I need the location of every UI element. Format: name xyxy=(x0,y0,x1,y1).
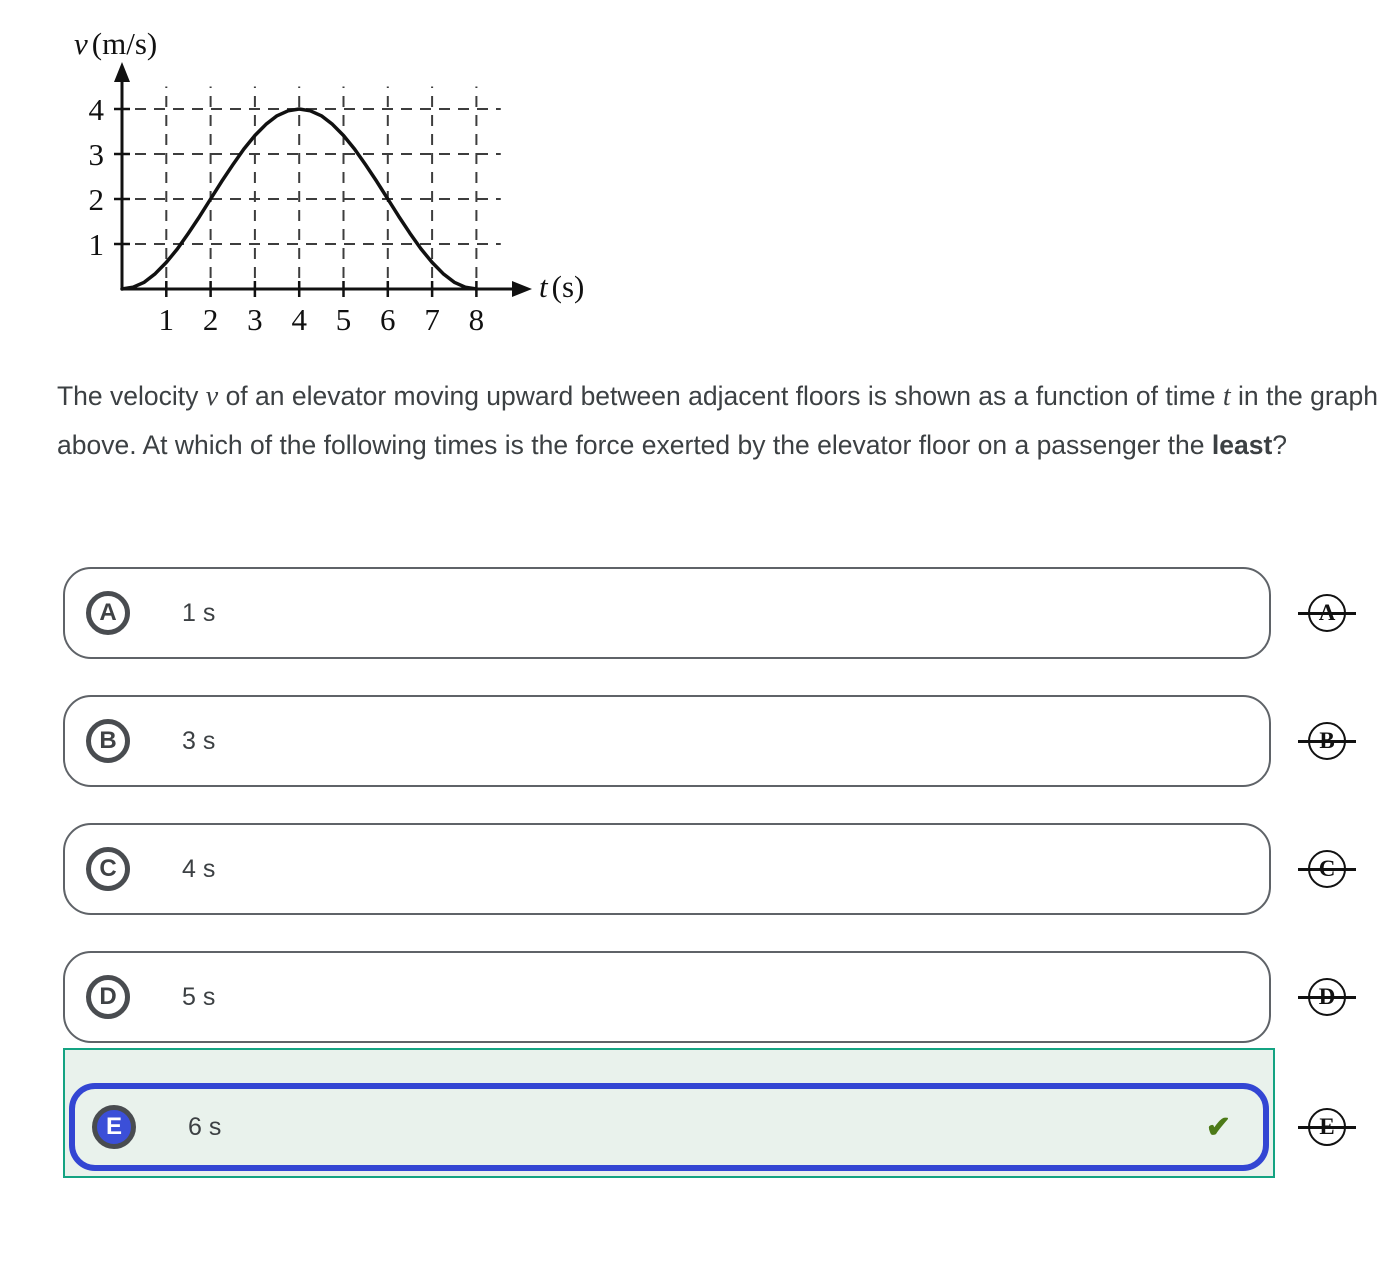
option-a-badge: A xyxy=(86,591,130,635)
x-axis-label: t (s) xyxy=(539,269,585,304)
strike-circle: E xyxy=(1308,1108,1346,1146)
svg-text:2: 2 xyxy=(202,302,219,337)
option-row-b xyxy=(63,695,1356,787)
strike-circle: B xyxy=(1308,722,1346,760)
svg-text:3: 3 xyxy=(88,137,104,172)
svg-text:6: 6 xyxy=(380,302,396,337)
answer-options xyxy=(63,567,1356,1178)
strike-option-a-icon[interactable] xyxy=(1298,593,1356,633)
svg-text:4: 4 xyxy=(88,92,104,127)
svg-text:1: 1 xyxy=(158,302,175,337)
option-e-badge: E xyxy=(92,1105,136,1149)
option-row-e xyxy=(63,1048,1356,1178)
option-row-a xyxy=(63,567,1356,659)
correct-check-icon: ✔ xyxy=(1205,1110,1231,1144)
option-c[interactable] xyxy=(63,823,1271,915)
strike-circle: A xyxy=(1308,594,1346,632)
option-a[interactable] xyxy=(63,567,1271,659)
svg-text:8: 8 xyxy=(468,302,485,337)
svg-text:3: 3 xyxy=(247,302,263,337)
option-b[interactable] xyxy=(63,695,1271,787)
svg-text:1: 1 xyxy=(88,227,104,262)
strike-option-d-icon[interactable] xyxy=(1298,977,1356,1017)
strike-option-c-icon[interactable] xyxy=(1298,849,1356,889)
option-e-selected-outline xyxy=(63,1048,1275,1178)
option-d[interactable] xyxy=(63,951,1271,1043)
svg-text:5: 5 xyxy=(335,302,352,337)
strike-circle: D xyxy=(1308,978,1346,1016)
svg-text:7: 7 xyxy=(424,302,440,337)
y-axis-label: v (m/s) xyxy=(74,26,158,61)
svg-text:2: 2 xyxy=(88,182,104,217)
strike-option-e-icon[interactable] xyxy=(1298,1107,1356,1147)
option-b-badge: B xyxy=(86,719,130,763)
option-c-badge: C xyxy=(86,847,130,891)
option-e[interactable] xyxy=(69,1083,1269,1171)
option-e-label: 6 s xyxy=(188,1112,222,1141)
option-d-badge: D xyxy=(86,975,130,1019)
option-row-c xyxy=(63,823,1356,915)
option-d-label: 5 s xyxy=(182,982,216,1011)
option-row-d xyxy=(63,951,1356,1043)
option-c-label: 4 s xyxy=(182,854,216,883)
option-a-label: 1 s xyxy=(182,598,216,627)
strike-option-b-icon[interactable] xyxy=(1298,721,1356,761)
option-b-label: 3 s xyxy=(182,726,216,755)
question-text: The velocity v of an elevator moving upward between adjacent floors is shown as a function of time t in the graph above. At which of the following times is the force exerted by the elevator floor on a passenger the least? xyxy=(57,381,1378,460)
svg-text:4: 4 xyxy=(291,302,307,337)
strike-circle: C xyxy=(1308,850,1346,888)
